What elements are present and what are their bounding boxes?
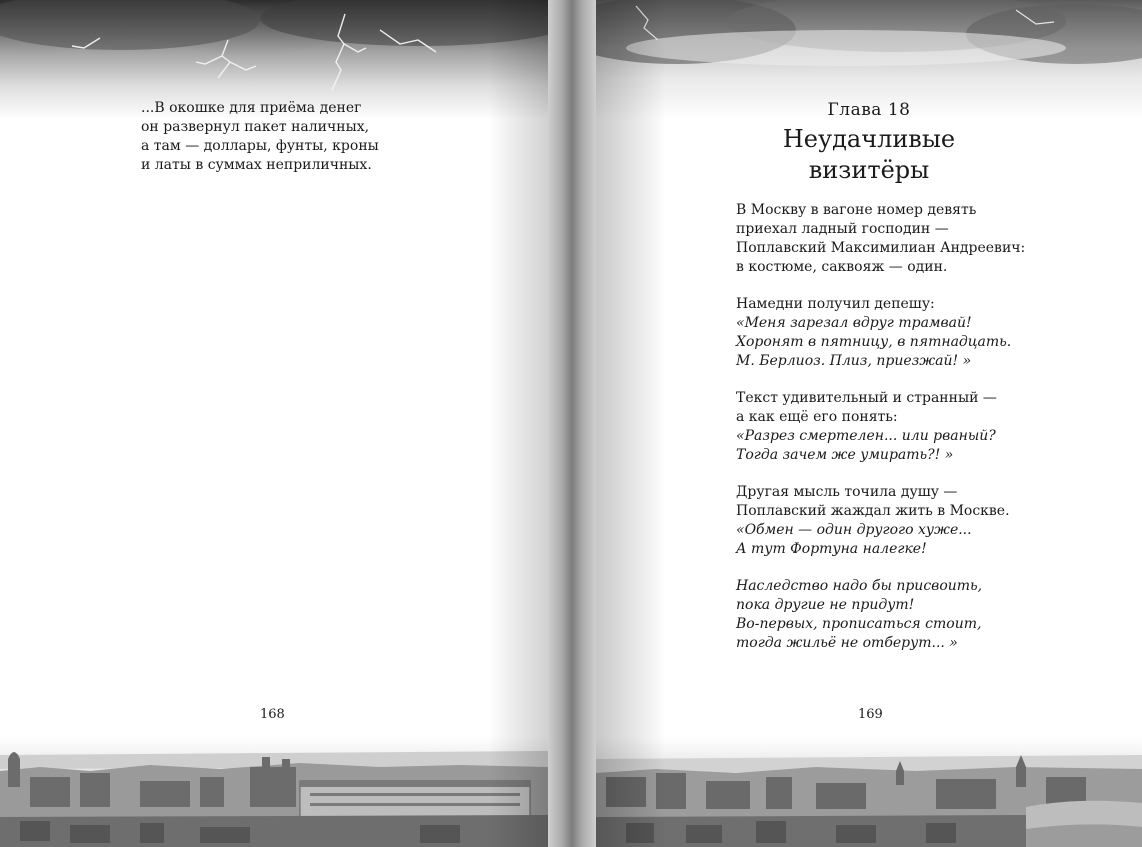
poem (736, 201, 1025, 671)
verse-line: а как ещё его понять: (736, 409, 898, 425)
verse-line: Текст удивительный и странный — (736, 390, 997, 406)
verse-line: Поплавский Максимилиан Андреевич: (736, 240, 1026, 256)
verse-line: Тогда зачем же умирать?! » (736, 447, 954, 463)
book-gutter (548, 0, 596, 847)
verse-line: и латы в суммах неприличных. (141, 157, 372, 173)
right-page (596, 0, 1142, 847)
page-curve-shadow (488, 0, 548, 847)
verse-line: В Москву в вагоне номер девять (736, 202, 977, 218)
verse-line: тогда жильё не отберут... » (736, 635, 958, 651)
verse-line: Поплавский жаждал жить в Москве. (736, 503, 1010, 519)
verse-line: пока другие не придут! (736, 597, 915, 613)
verse-line: М. Берлиоз. Плиз, приезжай! » (736, 353, 972, 369)
verse-line: «Разрез смертелен... или рваный? (736, 428, 996, 444)
chapter-title-line: Неудачливые (782, 125, 956, 153)
stanza (736, 295, 1025, 371)
verse-line: А тут Фортуна налегке! (736, 541, 927, 557)
chapter-number: Глава 18 (827, 100, 911, 120)
stanza (736, 201, 1025, 277)
verse-line: Наследство надо бы присвоить, (736, 578, 983, 594)
verse-line: он развернул пакет наличных, (141, 119, 370, 135)
verse-line: приехал ладный господин — (736, 221, 949, 237)
page-curve-shadow (596, 0, 666, 847)
verse-line: Другая мысль точила душу — (736, 484, 958, 500)
verse-line: ...В окошке для приёма денег (141, 100, 362, 116)
verse-line: «Обмен — один другого хуже... (736, 522, 972, 538)
verse-line: а там — доллары, фунты, кроны (141, 138, 379, 154)
stanza (736, 389, 1025, 465)
chapter-title (596, 124, 1142, 186)
verse-fragment (141, 99, 379, 175)
chapter-title-line: визитёры (808, 156, 930, 184)
page-number: 169 (858, 707, 883, 722)
page-number: 168 (260, 707, 285, 722)
verse-line: в костюме, саквояж — один. (736, 259, 948, 275)
city-panorama-illustration (596, 737, 1142, 847)
verse-line: «Меня зарезал вдруг трамвай! (736, 315, 972, 331)
city-panorama-illustration (0, 737, 548, 847)
verse-line: Хоронят в пятницу, в пятнадцать. (736, 334, 1012, 350)
verse-line: Во-первых, прописаться стоит, (736, 616, 982, 632)
verse-line: Намедни получил депешу: (736, 296, 935, 312)
stanza (736, 577, 1025, 653)
left-page (0, 0, 548, 847)
stanza (736, 483, 1025, 559)
